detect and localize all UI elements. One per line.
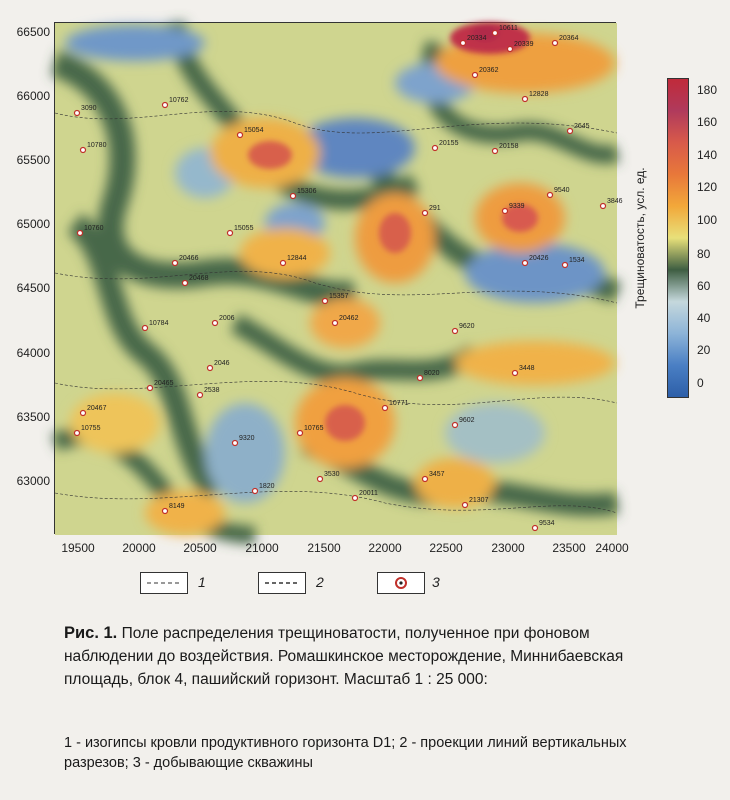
well-marker	[513, 371, 518, 376]
x-tick-label: 22000	[368, 541, 402, 555]
x-tick-label: 23500	[552, 541, 586, 555]
well-label: 2006	[219, 315, 235, 322]
well-label: 10771	[389, 400, 409, 407]
x-tick-label: 21000	[245, 541, 279, 555]
well-marker	[163, 103, 168, 108]
well-label: 10755	[81, 425, 101, 432]
well-label: 20155	[439, 140, 459, 147]
well-label: 2645	[574, 123, 590, 130]
legend-number: 3	[432, 574, 440, 590]
well-marker	[423, 211, 428, 216]
colorbar-tick: 180	[697, 83, 718, 97]
well-label: 2046	[214, 360, 230, 367]
well-label: 8149	[169, 503, 185, 510]
well-marker	[333, 321, 338, 326]
colorbar-label-text: Трещиноватость, усл. ед.	[633, 167, 647, 309]
well-marker	[383, 406, 388, 411]
y-tick-label: 64000	[16, 346, 50, 360]
well-label: 3457	[429, 471, 445, 478]
well-marker	[78, 231, 83, 236]
well-label: 20364	[559, 35, 579, 42]
y-tick-label: 63000	[16, 474, 50, 488]
well-label: 20334	[467, 35, 487, 42]
colorbar-tick: 60	[697, 279, 711, 293]
legend-number: 2	[316, 574, 324, 590]
well-marker	[453, 423, 458, 428]
fracture-map	[54, 22, 623, 534]
y-tick-label: 66000	[16, 89, 50, 103]
well-marker	[228, 231, 233, 236]
well-marker	[233, 441, 238, 446]
well-marker	[143, 326, 148, 331]
caption-legend: 1 - изогипсы кровли продуктивного горизонта D1; 2 - проекции линий вертикальных разрезов; 3 - добывающие скважины	[64, 735, 627, 771]
x-tick-label: 22500	[429, 541, 463, 555]
map-raster	[55, 23, 623, 535]
well-marker	[433, 146, 438, 151]
well-marker	[453, 329, 458, 334]
well-marker	[198, 393, 203, 398]
legend-section-swatch	[258, 572, 306, 594]
legend-well-swatch	[377, 572, 425, 594]
well-marker	[318, 477, 323, 482]
colorbar-tick: 80	[697, 247, 711, 261]
well-marker	[601, 204, 606, 209]
well-marker	[148, 386, 153, 391]
well-label: 3448	[519, 365, 535, 372]
y-tick-label: 65500	[16, 153, 50, 167]
caption-text: Поле распределения трещиноватости, полученное при фоновом наблюдении до воздействия. Ромашкинское месторождение, Миннибаевская площадь, блок 4, пашийский горизонт. Масштаб 1 : 25 000:	[64, 625, 624, 688]
well-marker	[75, 111, 80, 116]
well-label: 9339	[509, 203, 525, 210]
well-marker	[81, 148, 86, 153]
x-tick-label: 20500	[183, 541, 217, 555]
well-marker	[163, 509, 168, 514]
well-marker	[493, 149, 498, 154]
caption-figure-number: Рис. 1.	[64, 624, 118, 642]
well-marker	[508, 47, 513, 52]
well-label: 10760	[84, 225, 104, 232]
well-marker	[418, 376, 423, 381]
y-tick-label: 63500	[16, 410, 50, 424]
colorbar-tick: 140	[697, 148, 718, 162]
well-marker	[533, 526, 538, 531]
well-label: 20011	[359, 490, 378, 497]
colorbar-tick: 120	[697, 180, 718, 194]
well-label: 20466	[179, 255, 199, 262]
well-marker	[208, 366, 213, 371]
well-label: 15357	[329, 293, 349, 300]
well-label: 21307	[469, 497, 489, 504]
well-label: 3090	[81, 105, 97, 112]
well-label: 1820	[259, 483, 275, 490]
well-label: 20158	[499, 143, 519, 150]
well-label: 20467	[87, 405, 107, 412]
well-marker	[523, 261, 528, 266]
colorbar-tick: 100	[697, 213, 718, 227]
well-marker	[548, 193, 553, 198]
well-marker	[503, 209, 508, 214]
colorbar-tick: 160	[697, 115, 718, 129]
well-label: 15055	[234, 225, 254, 232]
well-symbol-icon	[378, 573, 424, 593]
well-marker	[568, 129, 573, 134]
colorbar-tick: 20	[697, 343, 711, 357]
well-label: 10765	[304, 425, 324, 432]
well-label: 291	[429, 205, 441, 212]
well-label: 10784	[149, 320, 169, 327]
well-label: 20465	[154, 380, 174, 387]
legend-isohypse-swatch	[140, 572, 188, 594]
well-label: 20462	[339, 315, 359, 322]
y-tick-label: 66500	[16, 25, 50, 39]
colorbar	[667, 78, 689, 398]
well-label: 15306	[297, 188, 317, 195]
well-marker	[473, 73, 478, 78]
well-marker	[81, 411, 86, 416]
well-marker	[461, 41, 466, 46]
well-marker	[75, 431, 80, 436]
x-tick-label: 24000	[595, 541, 629, 555]
colorbar-tick: 0	[697, 376, 704, 390]
well-label: 10762	[169, 97, 189, 104]
well-marker	[213, 321, 218, 326]
well-label: 1534	[569, 257, 585, 264]
well-label: 9534	[539, 520, 555, 527]
well-label: 10780	[87, 142, 107, 149]
well-marker	[183, 281, 188, 286]
well-marker	[298, 431, 303, 436]
well-marker	[353, 496, 358, 501]
well-label: 8020	[424, 370, 440, 377]
legend-number: 1	[198, 574, 206, 590]
well-label: 9602	[459, 417, 475, 424]
well-marker	[493, 31, 498, 36]
well-marker	[323, 299, 328, 304]
x-tick-label: 19500	[61, 541, 95, 555]
figure-caption	[64, 622, 674, 691]
x-tick-label: 20000	[122, 541, 156, 555]
well-marker	[563, 263, 568, 268]
well-label: 20426	[529, 255, 549, 262]
y-tick-label: 64500	[16, 281, 50, 295]
well-label: 12828	[529, 91, 549, 98]
well-label: 9620	[459, 323, 475, 330]
well-marker	[238, 133, 243, 138]
well-label: 2538	[204, 387, 220, 394]
well-marker	[281, 261, 286, 266]
well-marker	[523, 97, 528, 102]
well-label: 20468	[189, 275, 209, 282]
well-marker	[553, 41, 558, 46]
y-tick-label: 65000	[16, 217, 50, 231]
well-label: 15054	[244, 127, 264, 134]
well-marker	[253, 489, 258, 494]
x-tick-label: 21500	[307, 541, 341, 555]
well-label: 3530	[324, 471, 340, 478]
well-label: 20339	[514, 41, 534, 48]
well-marker	[423, 477, 428, 482]
well-label: 9320	[239, 435, 255, 442]
x-tick-label: 23000	[491, 541, 525, 555]
well-marker	[463, 503, 468, 508]
well-label: 20362	[479, 67, 499, 74]
well-label: 9540	[554, 187, 570, 194]
well-marker	[291, 194, 296, 199]
well-label: 10611	[499, 25, 518, 32]
well-label: 3846	[607, 198, 623, 205]
well-label: 12844	[287, 255, 307, 262]
well-marker	[173, 261, 178, 266]
colorbar-tick: 40	[697, 311, 711, 325]
